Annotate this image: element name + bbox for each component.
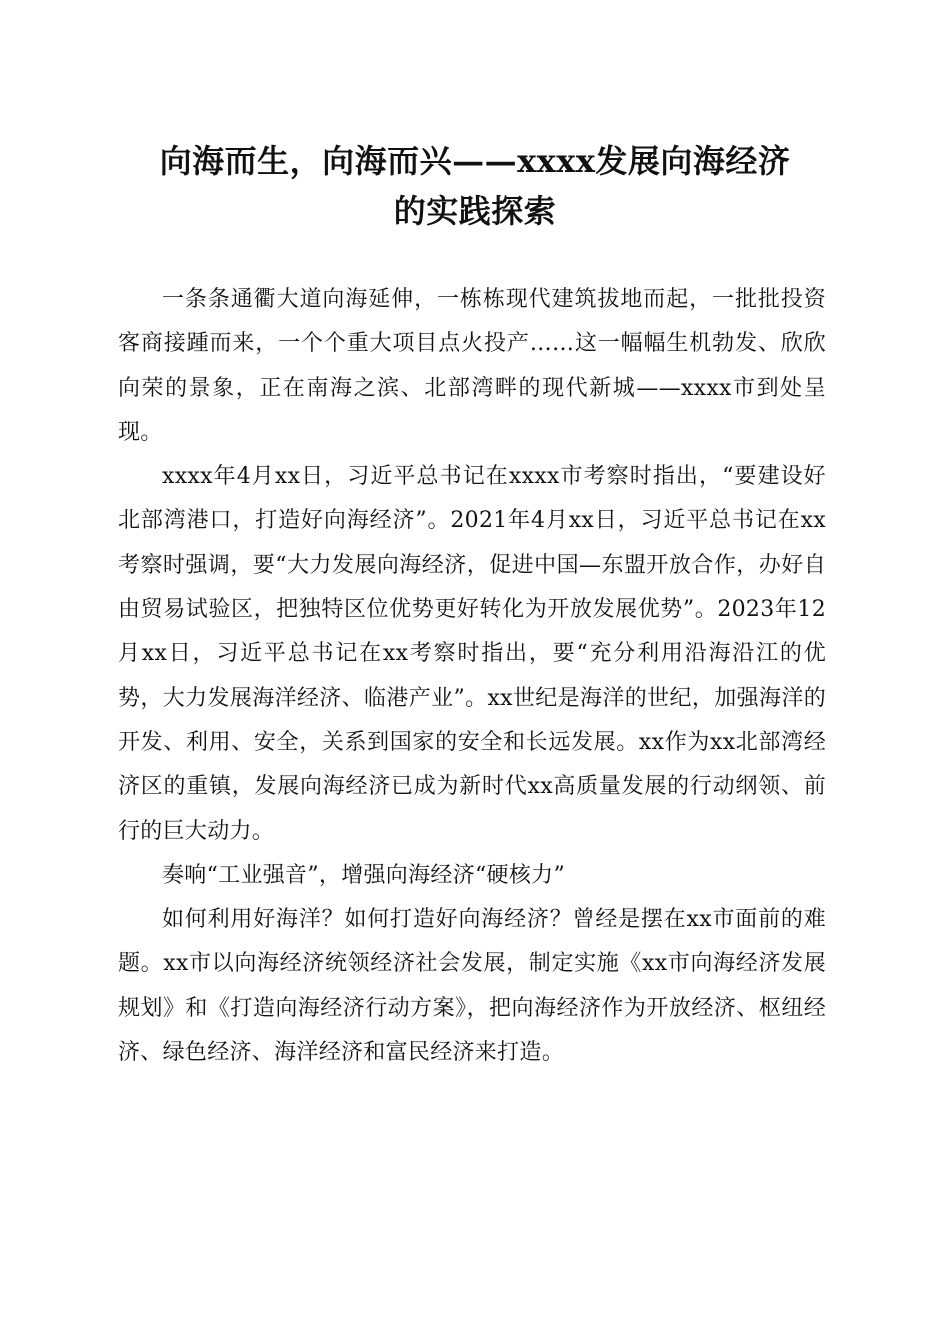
section-heading: 奏响“工业强音”，增强向海经济“硬核力” bbox=[162, 862, 565, 888]
title-line-1: 向海而生，向海而兴——xxxx发展向海经济 bbox=[159, 142, 791, 180]
title-line-2: 的实践探索 bbox=[393, 192, 557, 230]
document-body bbox=[118, 278, 826, 1075]
paragraph-strategy: 如何利用好海洋？如何打造好向海经济？曾经是摆在xx市面前的难题。xx市以向海经济统领经济社会发展，制定实施《xx市向海经济发展规划》和《打造向海经济行动方案》，把向海经济作为开放经济、枢纽经济、绿色经济、海洋经济和富民经济来打造。 bbox=[118, 907, 826, 1066]
document-title bbox=[100, 136, 850, 236]
paragraph-intro: 一条条通衢大道向海延伸，一栋栋现代建筑拔地而起，一批批投资客商接踵而来，一个个重大项目点火投产……这一幅幅生机勃发、欣欣向荣的景象，正在南海之滨、北部湾畔的现代新城——xxxx市到处呈现。 bbox=[118, 287, 826, 445]
paragraph-background: xxxx年4月xx日，习近平总书记在xxxx市考察时指出，“要建设好北部湾港口，打造好向海经济”。2021年4月xx日，习近平总书记在xx考察时强调，要“大力发展向海经济，促进中国—东盟开放合作，办好自由贸易试验区，把独特区位优势更好转化为开放发展优势”。2023年12月xx日，习近平总书记在xx考察时指出，要“充分利用沿海沿江的优势，大力发展海洋经济、临港产业”。xx世纪是海洋的世纪，加强海洋的开发、利用、安全，关系到国家的安全和长远发展。xx作为xx北部湾经济区的重镇，发展向海经济已成为新时代xx高质量发展的行动纲领、前行的巨大动力。 bbox=[118, 464, 826, 844]
